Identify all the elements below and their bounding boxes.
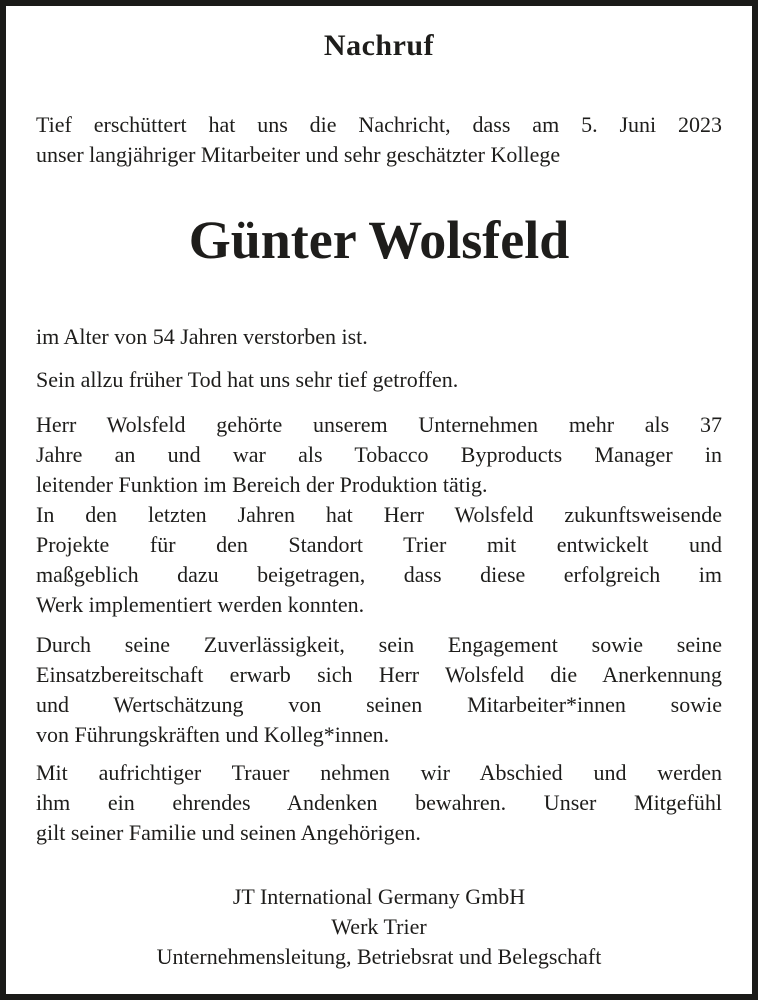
intro-paragraph <box>36 110 722 170</box>
projects-paragraph <box>36 500 722 620</box>
farewell-paragraph <box>36 758 722 848</box>
text-line: ihm ein ehrendes Andenken bewahren. Unser Mitgefühl <box>36 790 722 815</box>
text-line: Jahre an und war als Tobacco Byproducts Manager in <box>36 442 722 467</box>
text-line: Projekte für den Standort Trier mit entwickelt und <box>36 532 722 557</box>
text-line: Unternehmensleitung, Betriebsrat und Belegschaft <box>156 944 602 969</box>
text-line: Durch seine Zuverlässigkeit, sein Engagement sowie seine <box>36 632 722 657</box>
text-line: Einsatzbereitschaft erwarb sich Herr Wolsfeld die Anerkennung <box>36 662 722 687</box>
text-line: In den letzten Jahren hat Herr Wolsfeld zukunftsweisende <box>36 502 722 527</box>
grief-statement: Sein allzu früher Tod hat uns sehr tief getroffen. <box>36 367 459 392</box>
text-line: maßgeblich dazu beigetragen, dass diese erfolgreich im <box>36 562 722 587</box>
text-line: Tief erschüttert hat uns die Nachricht, dass am 5. Juni 2023 <box>36 112 722 137</box>
signature-block <box>36 882 722 972</box>
appreciation-paragraph <box>36 630 722 750</box>
text-line: und Wertschätzung von seinen Mitarbeiter*innen sowie <box>36 692 722 717</box>
text-line: von Führungskräften und Kolleg*innen. <box>36 722 390 747</box>
text-line: JT International Germany GmbH <box>232 884 526 909</box>
text-line: Werk implementiert werden konnten. <box>36 592 365 617</box>
text-line: unser langjähriger Mitarbeiter und sehr geschätzter Kollege <box>36 142 561 167</box>
notice-title: Nachruf <box>323 29 435 62</box>
text-line: Herr Wolsfeld gehörte unserem Unternehmen mehr als 37 <box>36 412 722 437</box>
career-paragraph <box>36 410 722 500</box>
text-line: gilt seiner Familie und seinen Angehörigen. <box>36 820 421 845</box>
text-line: Mit aufrichtiger Trauer nehmen wir Abschied und werden <box>36 760 722 785</box>
text-line: Werk Trier <box>331 914 427 939</box>
text-line: leitender Funktion im Bereich der Produktion tätig. <box>36 472 488 497</box>
age-statement: im Alter von 54 Jahren verstorben ist. <box>36 324 368 349</box>
deceased-name: Günter Wolsfeld <box>188 210 570 270</box>
